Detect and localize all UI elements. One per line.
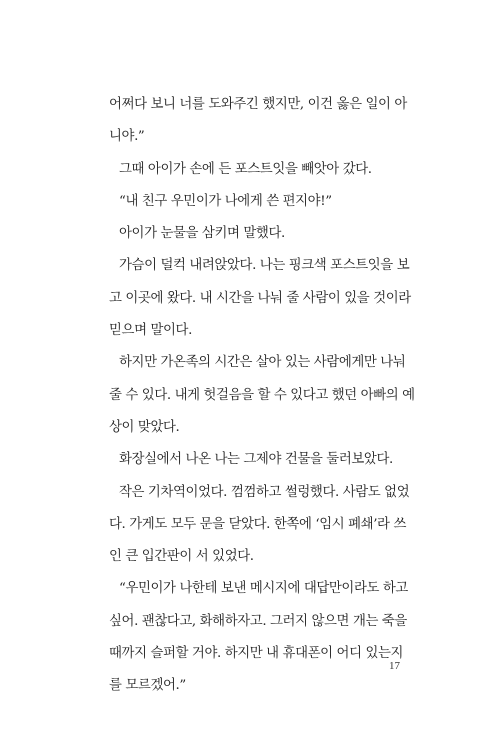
text-line: 때까지 슬퍼할 거야. 하지만 내 휴대폰이 어디 있는지 bbox=[109, 646, 404, 662]
text-line: “우민이가 나한테 보낸 메시지에 대답만이라도 하고 bbox=[119, 581, 408, 597]
page-number: 17 bbox=[389, 660, 400, 672]
text-line: 어쩌다 보니 너를 도와주긴 했지만, 이건 옳은 일이 아 bbox=[109, 97, 407, 112]
text-line: 고 이곳에 왔다. 내 시간을 나눠 줄 사람이 있을 것이라 bbox=[109, 290, 411, 306]
text-line: 가슴이 덜컥 내려앉았다. 나는 핑크색 포스트잇을 보 bbox=[119, 258, 410, 274]
text-line: 상이 맞았다. bbox=[109, 419, 180, 435]
text-line: 하지만 가온족의 시간은 살아 있는 사람에게만 나눠 bbox=[119, 355, 406, 371]
body-text bbox=[109, 89, 415, 703]
text-line: 싶어. 괜찮다고, 화해하자고. 그러지 않으면 개는 죽을 bbox=[109, 613, 407, 629]
text-line: 화장실에서 나온 나는 그제야 건물을 둘러보았다. bbox=[119, 452, 393, 468]
text-line: 인 큰 입간판이 서 있었다. bbox=[109, 549, 254, 565]
text-line: 아이가 눈물을 삼키며 말했다. bbox=[119, 226, 285, 242]
text-line: “내 친구 우민이가 나에게 쓴 편지야!” bbox=[119, 193, 332, 209]
text-line: 믿으며 말이다. bbox=[109, 323, 192, 339]
text-line: 니야.” bbox=[109, 129, 145, 145]
text-line: 그때 아이가 손에 든 포스트잇을 빼앗아 갔다. bbox=[119, 161, 372, 177]
text-line: 줄 수 있다. 내게 헛걸음을 할 수 있다고 했던 아빠의 예 bbox=[109, 387, 415, 403]
text-line: 다. 가게도 모두 문을 닫았다. 한쪽에 ‘임시 폐쇄’라 쓰 bbox=[109, 516, 406, 532]
text-line: 를 모르겠어.” bbox=[109, 678, 186, 694]
text-line: 작은 기차역이었다. 껌껌하고 썰렁했다. 사람도 없었 bbox=[119, 484, 410, 500]
